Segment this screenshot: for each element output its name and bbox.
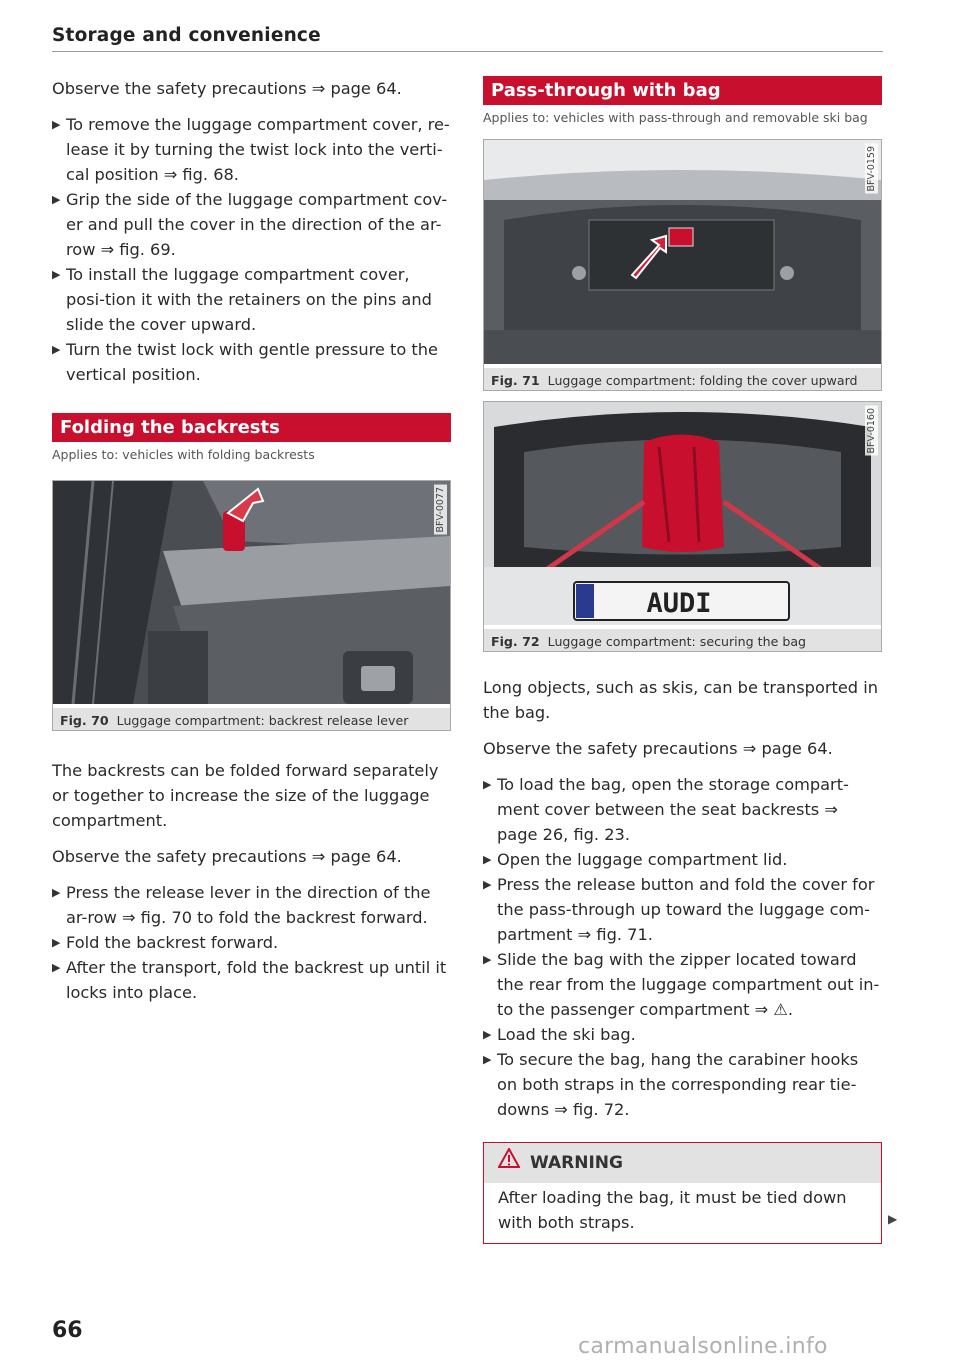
left-paragraph-1: The backrests can be folded forward separately or together to increase the size of the luggage compartment. [52, 761, 439, 830]
figure-caption [53, 708, 450, 731]
warning-header [484, 1143, 881, 1183]
figure-caption-text: Luggage compartment: securing the bag [547, 634, 807, 649]
list-item: ▶ Press the release button and fold the cover for the pass-through up toward the luggage com-partment ⇒ fig. 71. [483, 872, 882, 947]
list-item: ▶ Open the luggage compartment lid. [483, 847, 882, 872]
list-item: ▶ Fold the backrest forward. [52, 930, 451, 955]
list-item: ▶ To remove the luggage compartment cover, re-lease it by turning the twist lock into the verti-cal position ⇒ fig. 68. [52, 112, 451, 187]
warning-box [483, 1142, 882, 1244]
bullet-arrow-icon: ▶ [52, 961, 61, 974]
bullet-arrow-icon: ▶ [52, 936, 61, 949]
watermark: carmanualsonline.info [578, 1334, 828, 1359]
left-paragraph-2: Observe the safety precautions ⇒ page 64. [52, 847, 402, 866]
bullet-arrow-icon: ▶ [52, 268, 61, 281]
figure-72 [483, 401, 882, 652]
list-item: ▶ Grip the side of the luggage compartment cov-er and pull the cover in the direction of the ar-row ⇒ fig. 69. [52, 187, 451, 262]
right-column [483, 76, 882, 1244]
figure-number: Fig. 71 [491, 373, 540, 388]
list-item: ▶ Load the ski bag. [483, 1022, 882, 1047]
ski-bag-securing-illustration [484, 402, 881, 625]
figure-71 [483, 139, 882, 391]
running-header: Storage and convenience [52, 25, 321, 46]
plate-text: AUDI [646, 588, 712, 619]
right-paragraph-2: Observe the safety precautions ⇒ page 64. [483, 739, 833, 758]
bullet-arrow-icon: ▶ [52, 886, 61, 899]
list-item: ▶ Turn the twist lock with gentle pressure to the vertical position. [52, 337, 451, 387]
figure-number: Fig. 72 [491, 634, 540, 649]
header-rule [52, 51, 883, 52]
figure-caption-text: Luggage compartment: backrest release lever [116, 713, 409, 728]
section-heading-folding-backrests: Folding the backrests [52, 413, 451, 442]
list-item: ▶ To install the luggage compartment cover, posi-tion it with the retainers on the pins and slide the cover upward. [52, 262, 451, 337]
figure-code: BFV-0077 [435, 487, 446, 533]
continue-arrow-icon: ▶ [888, 1212, 898, 1226]
backrest-release-illustration [53, 481, 450, 704]
left-steps [52, 112, 451, 387]
figure-caption-text: Luggage compartment: folding the cover upward [547, 373, 858, 388]
bullet-arrow-icon: ▶ [483, 1053, 492, 1066]
section-heading-pass-through: Pass-through with bag [483, 76, 882, 105]
figure-caption [484, 629, 881, 652]
warning-title: WARNING [530, 1153, 623, 1173]
bullet-arrow-icon: ▶ [52, 193, 61, 206]
bullet-arrow-icon: ▶ [52, 343, 61, 356]
right-paragraph-1: Long objects, such as skis, can be transported in the bag. [483, 678, 878, 722]
bullet-arrow-icon: ▶ [483, 853, 492, 866]
list-item: ▶ Slide the bag with the zipper located toward the rear from the luggage compartment out in-to the passenger compartment ⇒ ⚠. [483, 947, 882, 1022]
warning-text: After loading the bag, it must be tied down with both straps. [498, 1188, 847, 1232]
bullet-arrow-icon: ▶ [483, 878, 492, 891]
warning-triangle-icon [498, 1143, 520, 1183]
left-intro: Observe the safety precautions ⇒ page 64. [52, 79, 402, 98]
pass-through-cover-illustration [484, 140, 881, 364]
bullet-arrow-icon: ▶ [483, 778, 492, 791]
bullet-arrow-icon: ▶ [52, 118, 61, 131]
applies-to-note: Applies to: vehicles with folding backrests [52, 447, 315, 462]
page-number: 66 [52, 1318, 83, 1343]
bullet-arrow-icon: ▶ [483, 953, 492, 966]
list-item: ▶ Press the release lever in the direction of the ar-row ⇒ fig. 70 to fold the backrest forward. [52, 880, 451, 930]
right-steps [483, 772, 882, 1122]
list-item: ▶ To load the bag, open the storage compart-ment cover between the seat backrests ⇒ page 26, fig. 23. [483, 772, 882, 847]
applies-to-note: Applies to: vehicles with pass-through and removable ski bag [483, 110, 868, 125]
left-steps-2 [52, 880, 451, 1005]
left-column [52, 76, 451, 1005]
figure-70 [52, 480, 451, 731]
figure-number: Fig. 70 [60, 713, 109, 728]
bullet-arrow-icon: ▶ [483, 1028, 492, 1041]
figure-code: BFV-0159 [866, 146, 877, 192]
figure-caption [484, 368, 881, 391]
figure-code: BFV-0160 [866, 408, 877, 454]
list-item: ▶ After the transport, fold the backrest up until it locks into place. [52, 955, 451, 1005]
list-item: ▶ To secure the bag, hang the carabiner hooks on both straps in the corresponding rear tie-downs ⇒ fig. 72. [483, 1047, 882, 1122]
